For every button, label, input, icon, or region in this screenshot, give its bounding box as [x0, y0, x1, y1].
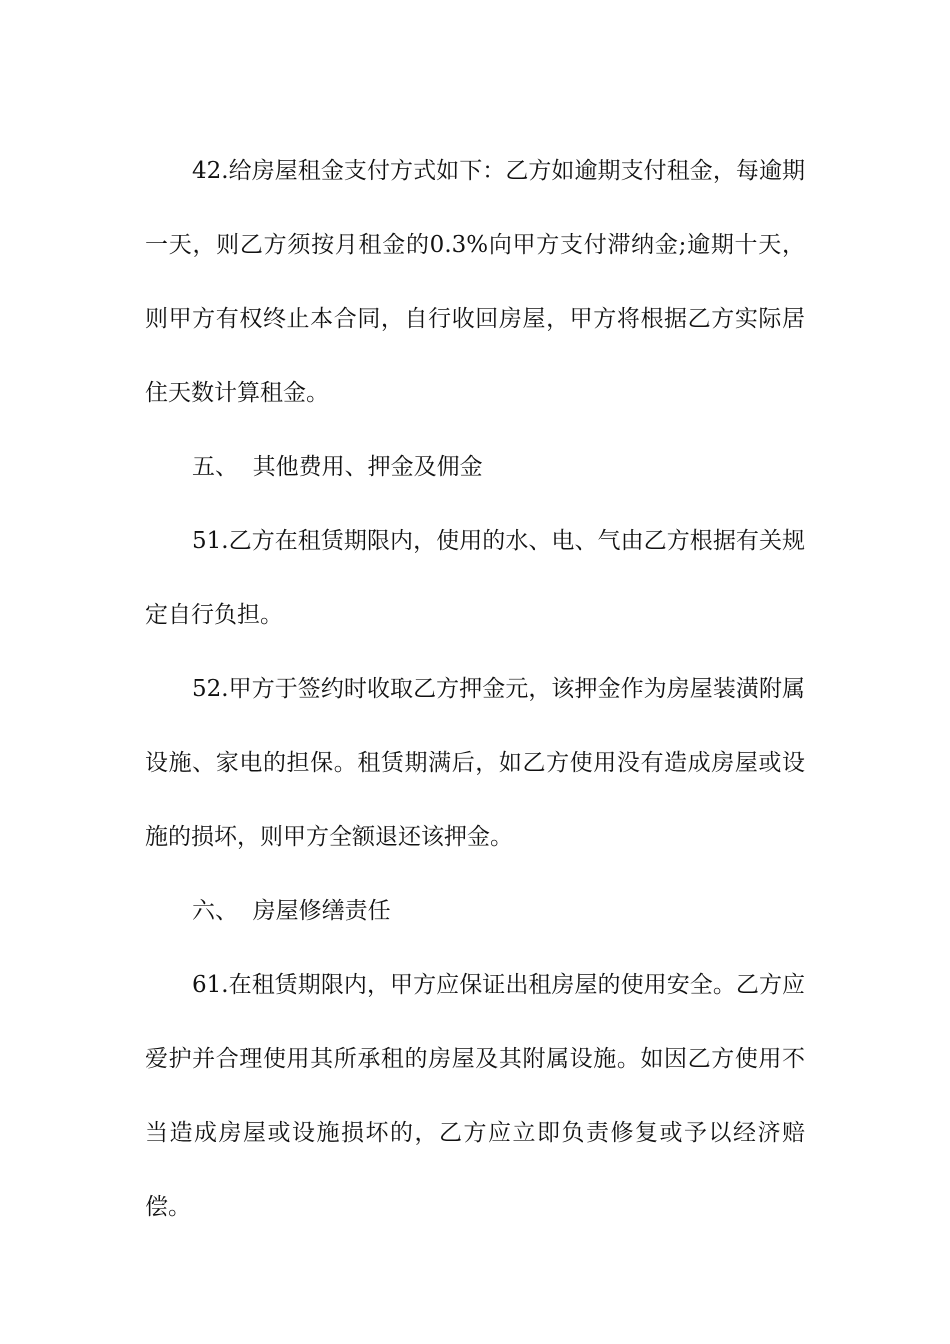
document-body [145, 134, 805, 1244]
clause-5-2: 52.甲方于签约时收取乙方押金元，该押金作为房屋装潢附属设施、家电的担保。租赁期满后，如乙方使用没有造成房屋或设施的损坏，则甲方全额退还该押金。 [145, 676, 805, 850]
clause-4-2: 42.给房屋租金支付方式如下：乙方如逾期支付租金，每逾期一天，则乙方须按月租金的0.3%向甲方支付滞纳金;逾期十天，则甲方有权终止本合同，自行收回房屋，甲方将根据乙方实际居住天数计算租金。 [145, 158, 805, 406]
clause-5-1: 51.乙方在租赁期限内，使用的水、电、气由乙方根据有关规定自行负担。 [145, 528, 805, 628]
section-heading-5: 五、 其他费用、押金及佣金 [192, 454, 483, 480]
section-heading-6: 六、 房屋修缮责任 [192, 898, 391, 924]
clause-6-1: 61.在租赁期限内，甲方应保证出租房屋的使用安全。乙方应爱护并合理使用其所承租的房屋及其附属设施。如因乙方使用不当造成房屋或设施损坏的，乙方应立即负责修复或予以经济赔偿。 [145, 972, 805, 1220]
